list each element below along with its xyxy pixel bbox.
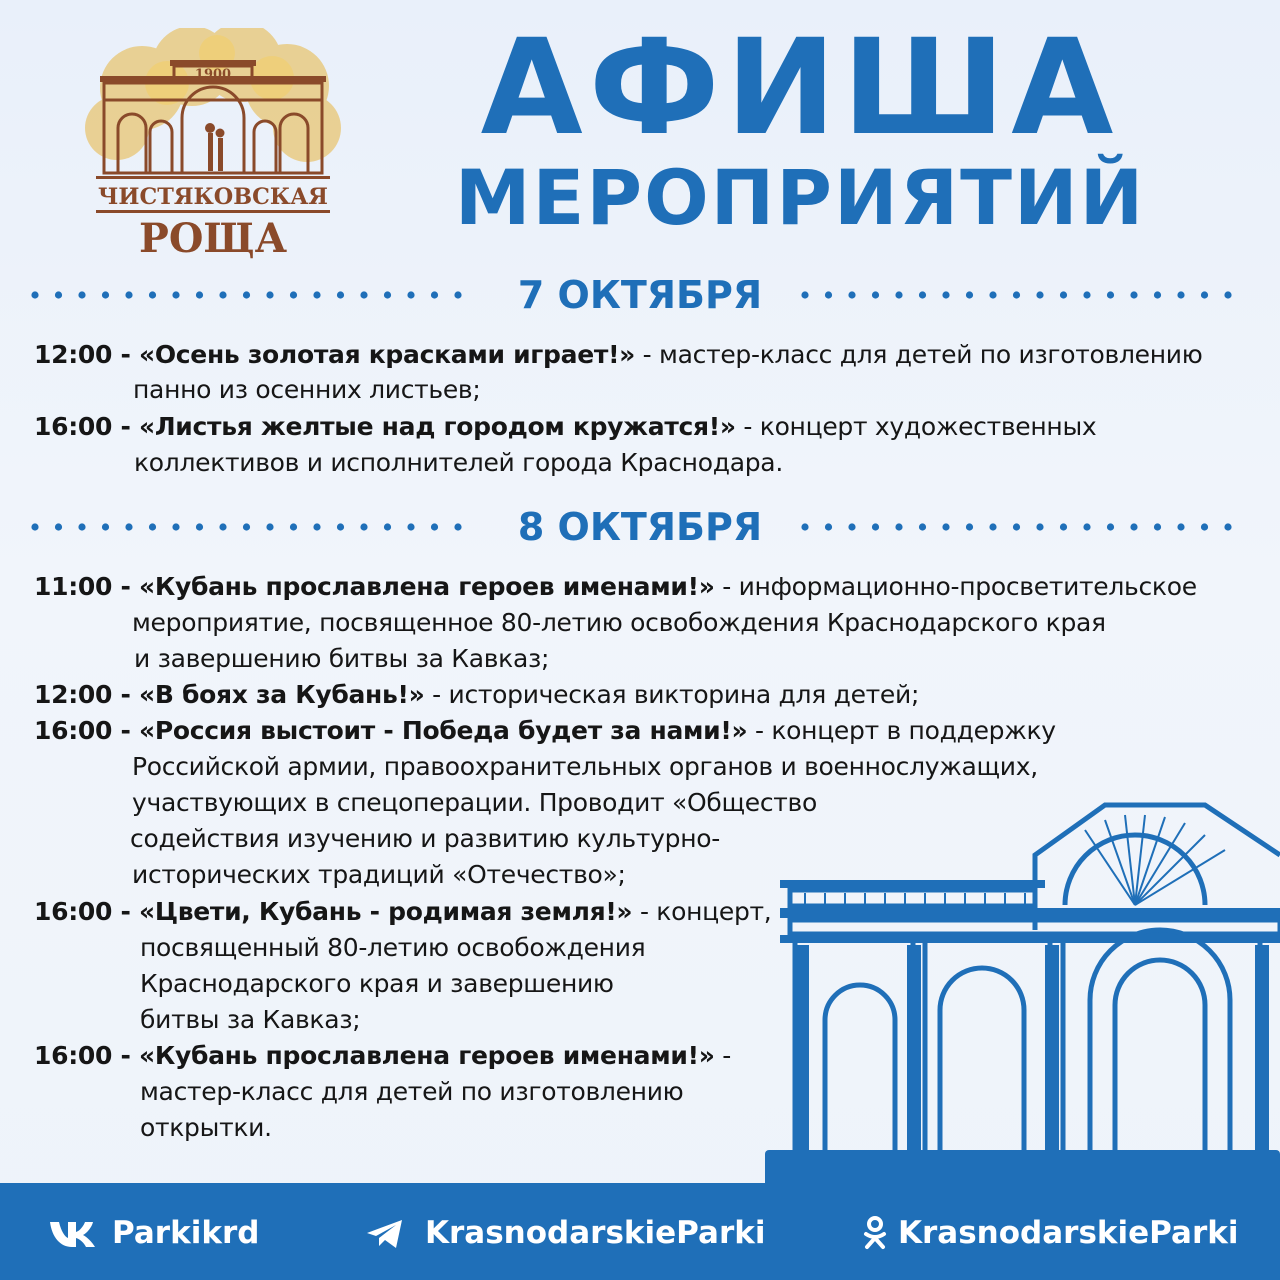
divider-dot (172, 523, 179, 530)
logo-name-bottom: РОЩА (139, 215, 288, 260)
divider-dot (125, 523, 132, 530)
divider-dot (266, 291, 273, 298)
social-footer (0, 1183, 1280, 1280)
divider-dot (801, 291, 808, 298)
divider-dot (989, 291, 996, 298)
poster-title: АФИША (480, 11, 1120, 165)
divider-dot (454, 291, 461, 298)
logo-name-top: ЧИСТЯКОВСКАЯ (98, 184, 328, 210)
divider-dot (149, 291, 156, 298)
divider-dot (78, 523, 85, 530)
divider-dot (431, 291, 438, 298)
event-line: посвященный 80-летию освобождения (140, 933, 646, 962)
event-line: Российской армии, правоохранительных органов и военнослужащих, (132, 752, 1038, 781)
divider-dot (196, 291, 203, 298)
divider-dot (848, 523, 855, 530)
poster-subtitle: МЕРОПРИЯТИЙ (454, 153, 1146, 242)
date-heading-oct-8: 8 ОКТЯБРЯ (517, 505, 763, 549)
divider-dot (78, 291, 85, 298)
telegram-label: KrasnodarskieParki (425, 1215, 766, 1251)
event-line: Краснодарского края и завершению (140, 969, 614, 998)
event-line: 12:00 - «Осень золотая красками играет!» - мастер-класс для детей по изготовлению (34, 340, 1203, 369)
telegram-link[interactable] (365, 1213, 775, 1253)
event-line: исторических традиций «Отечество»; (132, 860, 626, 889)
divider-dot (384, 523, 391, 530)
event-line: содействия изучению и развитию культурно- (130, 824, 720, 853)
event-line: мероприятие, посвященное 80-летию освобождения Краснодарского края (132, 608, 1106, 637)
divider-dot (942, 523, 949, 530)
event-line: мастер-класс для детей по изготовлению (140, 1077, 684, 1106)
date-divider-dots-right (800, 522, 1252, 532)
divider-dot (431, 523, 438, 530)
divider-dot (1083, 291, 1090, 298)
divider-dot (825, 523, 832, 530)
event-line: и завершению битвы за Кавказ; (134, 644, 550, 673)
divider-dot (1013, 291, 1020, 298)
divider-dot (102, 291, 109, 298)
vk-icon (48, 1219, 98, 1249)
divider-dot (290, 523, 297, 530)
divider-dot (360, 523, 367, 530)
divider-dot (266, 523, 273, 530)
divider-dot (55, 291, 62, 298)
divider-dot (1083, 523, 1090, 530)
divider-dot (407, 523, 414, 530)
chistyakovskaya-roshcha-logo (82, 28, 344, 260)
divider-dot (1201, 291, 1208, 298)
divider-dot (149, 523, 156, 530)
divider-dot (172, 291, 179, 298)
date-divider-dots-left (30, 522, 482, 532)
date-heading-oct-7: 7 ОКТЯБРЯ (517, 273, 763, 317)
divider-dot (801, 523, 808, 530)
divider-dot (942, 291, 949, 298)
divider-dot (1060, 523, 1067, 530)
divider-dot (895, 291, 902, 298)
logo-year: 1900 (194, 67, 232, 82)
divider-dot (1130, 291, 1137, 298)
date-divider-dots-right (800, 290, 1252, 300)
divider-dot (825, 291, 832, 298)
park-arch-illustration (765, 795, 1280, 1190)
divider-dot (1177, 291, 1184, 298)
divider-dot (31, 523, 38, 530)
divider-dot (966, 291, 973, 298)
divider-dot (1154, 523, 1161, 530)
divider-dot (55, 523, 62, 530)
divider-dot (1224, 523, 1231, 530)
divider-dot (872, 291, 879, 298)
date-divider-dots-left (30, 290, 482, 300)
event-line: битвы за Кавказ; (140, 1005, 361, 1034)
divider-dot (337, 291, 344, 298)
event-line: 16:00 - «Цвети, Кубань - родимая земля!» - концерт, (34, 897, 772, 926)
divider-dot (125, 291, 132, 298)
divider-dot (919, 523, 926, 530)
event-line: открытки. (140, 1113, 272, 1142)
divider-dot (1060, 291, 1067, 298)
divider-dot (360, 291, 367, 298)
vk-link[interactable] (48, 1213, 268, 1253)
divider-dot (1036, 291, 1043, 298)
divider-dot (219, 291, 226, 298)
event-line: 16:00 - «Листья желтые над городом кружатся!» - концерт художественных (34, 412, 1097, 441)
divider-dot (1201, 523, 1208, 530)
divider-dot (895, 523, 902, 530)
event-line: 11:00 - «Кубань прославлена героев именами!» - информационно-просветительское (34, 572, 1197, 601)
event-line: панно из осенних листьев; (133, 375, 481, 404)
divider-dot (848, 291, 855, 298)
divider-dot (219, 523, 226, 530)
divider-dot (966, 523, 973, 530)
divider-dot (196, 523, 203, 530)
divider-dot (337, 523, 344, 530)
odnoklassniki-label: KrasnodarskieParki (898, 1215, 1239, 1251)
event-line: 16:00 - «Кубань прославлена героев именами!» - (34, 1041, 731, 1070)
divider-dot (1036, 523, 1043, 530)
divider-dot (313, 523, 320, 530)
divider-dot (989, 523, 996, 530)
odnoklassniki-icon (862, 1216, 888, 1250)
divider-dot (313, 291, 320, 298)
divider-dot (1154, 291, 1161, 298)
divider-dot (1013, 523, 1020, 530)
telegram-icon (365, 1219, 405, 1249)
divider-dot (1130, 523, 1137, 530)
event-line: 16:00 - «Россия выстоит - Победа будет за нами!» - концерт в поддержку (34, 716, 1056, 745)
divider-dot (454, 523, 461, 530)
divider-dot (31, 291, 38, 298)
divider-dot (102, 523, 109, 530)
vk-label: Parkikrd (112, 1215, 260, 1251)
event-line: участвующих в спецоперации. Проводит «Общество (132, 788, 817, 817)
event-line: 12:00 - «В боях за Кубань!» - историческая викторина для детей; (34, 680, 920, 709)
divider-dot (290, 291, 297, 298)
divider-dot (384, 291, 391, 298)
divider-dot (1177, 523, 1184, 530)
divider-dot (1224, 291, 1231, 298)
divider-dot (1107, 291, 1114, 298)
event-line: коллективов и исполнителей города Краснодара. (134, 448, 783, 477)
divider-dot (407, 291, 414, 298)
divider-dot (872, 523, 879, 530)
odnoklassniki-link[interactable] (862, 1213, 1252, 1253)
divider-dot (243, 291, 250, 298)
divider-dot (919, 291, 926, 298)
divider-dot (243, 523, 250, 530)
divider-dot (1107, 523, 1114, 530)
